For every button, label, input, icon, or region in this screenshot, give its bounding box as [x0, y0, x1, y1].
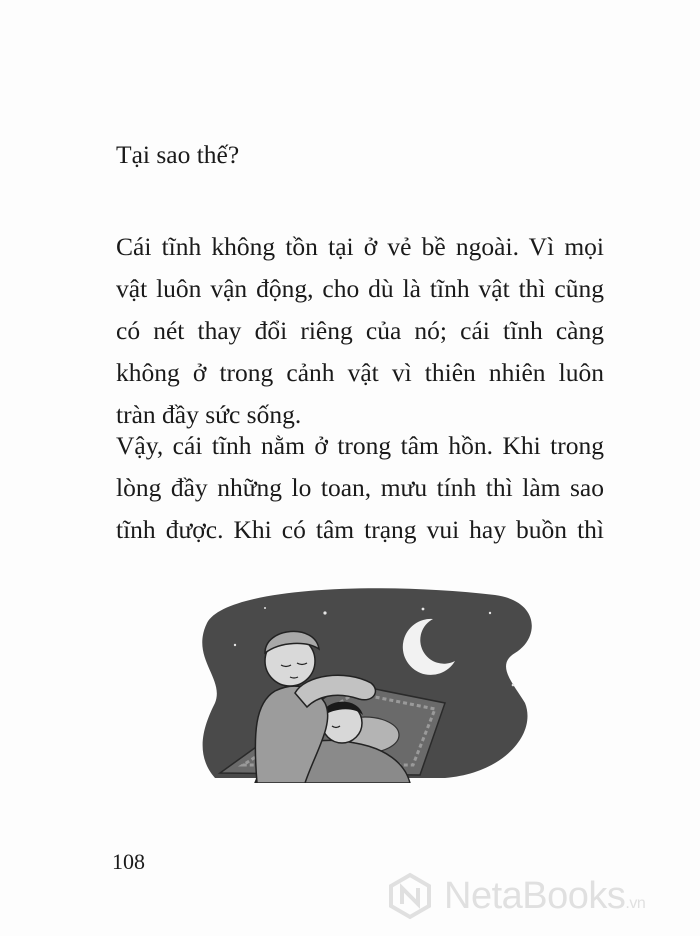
watermark — [386, 866, 686, 926]
paragraph-2-line-1: Vậy, cái tĩnh nằm ở trong tâm hồn. Khi trong — [116, 431, 604, 460]
paragraph-2-line-3: tĩnh được. Khi có tâm trạng vui hay buồn thì — [116, 515, 604, 544]
mother-and-child-night-illustration — [195, 583, 535, 783]
paragraph-2 — [116, 425, 604, 551]
paragraph-1-line-4: không ở trong cảnh vật vì thiên nhiên luôn — [116, 358, 604, 387]
paragraph-1 — [116, 226, 604, 436]
question-text — [116, 134, 604, 176]
paragraph-2-line-2: lòng đầy những lo toan, mưu tính thì làm sao — [116, 473, 604, 502]
netabooks-logo-icon — [386, 872, 434, 920]
paragraph-1-line-5: tràn đầy sức sống. — [116, 400, 302, 429]
question-line: Tại sao thế? — [116, 140, 240, 169]
watermark-text: NetaBooks.vn — [444, 874, 646, 917]
paragraph-1-line-2: vật luôn vận động, cho dù là tĩnh vật thì cũng — [116, 274, 604, 303]
paragraph-1-line-1: Cái tĩnh không tồn tại ở vẻ bề ngoài. Vì mọi — [116, 232, 604, 261]
page-number: 108 — [112, 849, 145, 874]
paragraph-1-line-3: có nét thay đổi riêng của nó; cái tĩnh càng — [116, 316, 604, 345]
